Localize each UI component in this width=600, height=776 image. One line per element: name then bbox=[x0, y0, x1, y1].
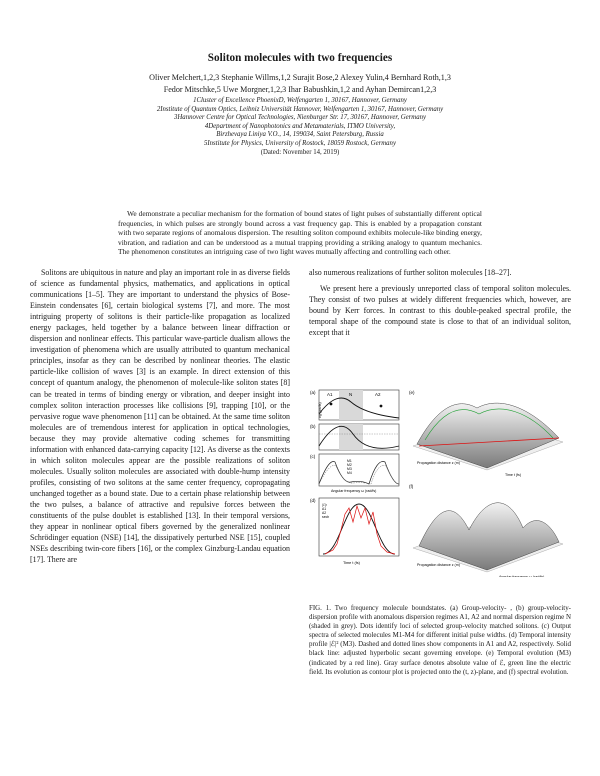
evolution-surface bbox=[417, 403, 559, 468]
affiliation: 2Institute of Quantum Optics, Leibniz Universität Hannover, Welfengarten 1, 30167, Hannover, Germany bbox=[156, 105, 444, 113]
matched-soliton-dot bbox=[330, 403, 333, 406]
body-paragraph: also numerous realizations of further soliton molecules [18–27]. bbox=[309, 268, 512, 277]
affiliations bbox=[40, 97, 560, 157]
legend-m4: M4 bbox=[347, 471, 352, 475]
figure-caption: FIG. 1. Two frequency molecule boundstates. (a) Group-velocity- , (b) group-velocity-dispersion profile with anomalous dispersion regimes A1, A2 and normal dispersion regime N (shaded in grey). Dots identify loci of selected group-velocity matched solitons. (c) Output spectra of selected molecules M1-M4 for different initial pulse widths. (d) Temporal intensity profile |ℰ|² (M3). Dashed and dotted lines show components in A1 and A2, respectively. Solid black line: adjusted hyperbolic secant governing envelope. (e) Temporal evolution (M3) (indicated by a red line). Gray surface denotes absolute value of ℰ, green line the electric field. Its evolution as contour plot is projected onto the (t, z)-plane, and (f) spectral evolution. bbox=[309, 604, 571, 676]
left-column bbox=[30, 267, 290, 565]
normal-region-shade bbox=[339, 424, 363, 450]
axis-label-f-x: Angular frequency ω (rad/fs) bbox=[499, 575, 545, 577]
legend-m3: M3 bbox=[347, 467, 352, 471]
matched-soliton-dot bbox=[380, 405, 383, 408]
body-paragraph: Solitons are ubiquitous in nature and play an important role in as diverse fields of science as fundamental physics, mathematics, and applications in optical communications [1–5]. They are important to understand the physics of Bose-Einstein condensates [6], certain biological systems [7], and more. The most intriguing property of solitons is their particle-like propagation as localized energy packages, held together by a balance between linear diffraction or dispersion and nonlinear effects. This particular wave-particle dualism allows the investigation of phenomena which are usually attributed to quantum mechanical principles, insofar as they can be described by nonlinear theories. The elastic particle-like collision of waves [3] is an example. In direct extension of this concept of quantum analogy, the phenomenon of molecule-like soliton states [8] can be treated in terms of binding energy or vibration, and deeper insight into complex soliton interaction processes like collisions [9], trapping [10], or the pervasive rogue wave phenomenon [11] can be obtained. At the same time soliton molecules are of tremendous interest for application in optical technologies, because they may provide alternative coding schemes for transmitting information with enhanced data-carrying capacity [12]. As diverse as the contexts in which soliton molecules appear are the possible realizations of soliton molecules. Usually soliton molecules are associated with double-hump intensity profiles, consisting of two solitons at the same center frequency, copropagating unchanged together as a bound state. Due to a certain phase relationship between the two pulses, a balance of attractive and repulsive forces between the constituents of the pulse doublet is established [13]. In their temporal versions, they appear in nonlinear optical fibers governed by the generalized nonlinear Schrödinger equation (NSE) [14], the dissipatively perturbed NSE [15], coupled NSEs describing twin-core fibers [16], or the complex Ginzburg-Landau equation [17]. There are bbox=[30, 268, 290, 565]
panel-label-c: (c) bbox=[310, 454, 316, 459]
panel-d bbox=[310, 498, 399, 565]
panel-b bbox=[310, 424, 399, 450]
region-label-n: N bbox=[349, 392, 353, 397]
panel-label-d: (d) bbox=[310, 498, 316, 503]
panel-f bbox=[409, 484, 563, 577]
spectral-surface bbox=[419, 503, 559, 570]
legend-d-1: |ℰ|² bbox=[322, 503, 327, 507]
legend-d-4: sech bbox=[322, 515, 330, 519]
legend-m1: M1 bbox=[347, 459, 352, 463]
affiliation: Birzhevaya Liniya V.O., 14, 199034, Saint Petersburg, Russia bbox=[216, 131, 384, 139]
figure-graphic bbox=[309, 384, 571, 577]
author-list bbox=[40, 72, 560, 95]
authors-line: Fedor Mitschke,5 Uwe Morgner,1,2,3 Ihar Babushkin,1,2 and Ayhan Demircan1,2,3 bbox=[163, 84, 437, 94]
affiliation: 3Hannover Centre for Optical Technologies, Nienburger Str. 17, 30167, Hannover, Germany bbox=[173, 114, 427, 122]
date-line: (Dated: November 14, 2019) bbox=[260, 148, 340, 156]
authors-line: Oliver Melchert,1,2,3 Stephanie Willms,1,2 Surajit Bose,2 Alexey Yulin,4 Bernhard Roth,1,3 bbox=[149, 73, 451, 82]
panel-label-e: (e) bbox=[409, 390, 415, 395]
axis-label-c-x: Angular frequency ω (rad/fs) bbox=[331, 489, 377, 493]
right-column bbox=[309, 267, 571, 338]
abstract: We demonstrate a peculiar mechanism for the formation of bound states of light pulses of substantially different optical frequencies, in which pulses are strongly bound across a vast frequency gap. This is enabled by a propagation constant with two separate regions of anomalous dispersion. The resulting soliton compound exhibits molecule-like binding energy, vibration, and radiation and can be understood as a mutual trapping providing a striking analogy to quantum mechanics. The phenomenon constitutes an intriguing case of two light waves mutually affecting and controlling each other. bbox=[118, 209, 482, 257]
body-paragraph: We present here a previously unreported class of temporal soliton molecules. They consist of two pulses at widely different frequencies which, however, are bound by Kerr forces. In contrast to this double-peaked spectral profile, the temporal shape of the compound state is close to that of an individual soliton, except that it bbox=[309, 284, 571, 338]
panel-d-frame bbox=[319, 498, 399, 556]
region-label-a1: A1 bbox=[327, 392, 333, 397]
panel-label-a: (a) bbox=[310, 390, 316, 395]
legend-d-2: A1 bbox=[322, 507, 327, 511]
axis-label-e-z: Propagation distance z (m) bbox=[417, 461, 460, 465]
panel-label-f: (f) bbox=[409, 484, 414, 489]
region-label-a2: A2 bbox=[375, 392, 381, 397]
axis-label-e-x: Time t (fs) bbox=[505, 473, 522, 477]
figure-1 bbox=[309, 384, 571, 577]
panel-a bbox=[310, 390, 399, 420]
axis-label-d-x: Time t (fs) bbox=[343, 561, 360, 565]
panel-label-b: (b) bbox=[310, 424, 316, 429]
panel-c bbox=[310, 454, 399, 493]
legend-m2: M2 bbox=[347, 463, 352, 467]
axis-label-f-z: Propagation distance z (m) bbox=[417, 563, 460, 567]
axis-label-a: vg (µm/fs) bbox=[318, 402, 322, 418]
affiliation: 5Institute for Physics, University of Rostock, 18059 Rostock, Germany bbox=[204, 139, 396, 147]
panel-e bbox=[409, 390, 563, 477]
paper-title: Soliton molecules with two frequencies bbox=[207, 52, 393, 64]
legend-d-3: A2 bbox=[322, 511, 327, 515]
affiliation: 1Cluster of Excellence PhoenixD, Welfengarten 1, 30167, Hannover, Germany bbox=[193, 97, 407, 104]
affiliation: 4Department of Nanophotonics and Metamaterials, ITMO University, bbox=[204, 122, 396, 130]
